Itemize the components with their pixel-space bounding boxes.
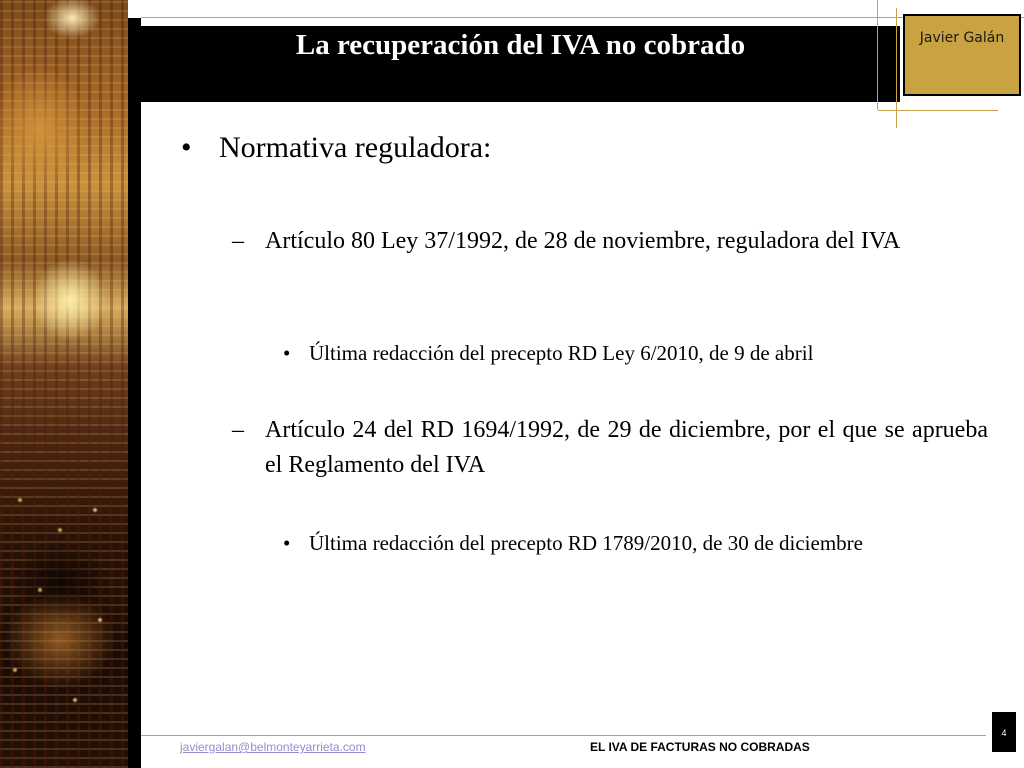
bullet-mark: • (181, 131, 192, 164)
side-photo-library-dome (0, 0, 128, 768)
side-top-notch (128, 0, 142, 18)
gold-line-vertical-1 (877, 0, 878, 110)
sub-bullet-mark: • (283, 531, 291, 555)
logo-box (903, 14, 1021, 96)
sub-bullet-mark: • (283, 341, 291, 365)
dash-mark: – (232, 417, 244, 443)
gold-line-lower (878, 110, 998, 111)
subitem-rd-ley-6-2010 (283, 339, 988, 367)
item-text: Artículo 24 del RD 1694/1992, de 29 de diciembre, por el que se aprueba el Reglamento del IVA (265, 417, 988, 478)
item-text: Artículo 80 Ley 37/1992, de 28 de noviembre, reguladora del IVA (265, 228, 901, 254)
dash-mark: – (232, 228, 244, 254)
subitem-text: Última redacción del precepto RD Ley 6/2010, de 9 de abril (309, 341, 814, 365)
logo-text: Javier Galán (919, 30, 1005, 46)
footer-email-link[interactable]: javiergalan@belmonteyarrieta.com (180, 740, 366, 754)
side-dark-strip (128, 0, 141, 768)
gold-line-top (141, 17, 1024, 18)
slide-title: La recuperación del IVA no cobrado (295, 29, 746, 61)
subitem-text: Última redacción del precepto RD 1789/2010, de 30 de diciembre (309, 531, 863, 555)
item-articulo-24 (232, 413, 988, 483)
item-articulo-80 (232, 224, 988, 259)
footer-title: EL IVA DE FACTURAS NO COBRADAS (590, 740, 810, 754)
bullet-normativa (181, 130, 981, 166)
page-number: 4 (1001, 728, 1007, 738)
bullet-text: Normativa reguladora: (219, 131, 492, 164)
footer-gold-line (141, 735, 986, 736)
subitem-rd-1789-2010 (283, 529, 988, 557)
